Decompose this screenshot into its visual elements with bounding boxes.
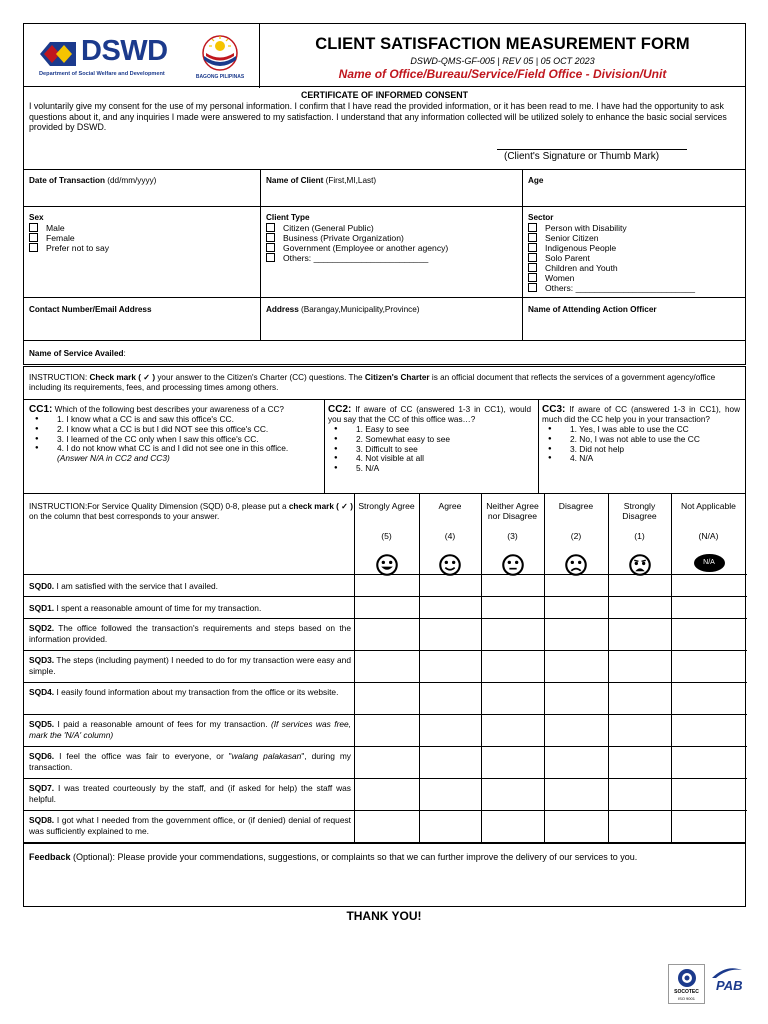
checkbox[interactable] [266,233,275,242]
sqd-answer-cell[interactable] [672,575,746,596]
sqd-answer-cell[interactable] [482,575,544,596]
pab-cert-logo: PAB [708,964,746,1004]
scale-score: (5) [381,531,392,541]
service-availed-label: Name of Service Availed [29,349,124,358]
sqd-answer-cell[interactable] [420,683,481,714]
na-badge-icon: N/A [698,554,725,572]
scale-score: (N/A) [698,531,719,541]
scale-column-header [481,501,544,541]
checkbox[interactable] [266,243,275,252]
sex-option[interactable] [29,243,109,253]
checkbox[interactable] [528,253,537,262]
sqd-answer-cell[interactable] [355,619,419,650]
citizens-charter-section [23,366,746,494]
sector-option[interactable] [528,263,695,273]
bagong-pilipinas-seal-icon [200,34,240,72]
checkbox[interactable] [528,283,537,292]
cc3-option[interactable]: ● 3. Did not help [542,445,740,455]
checkbox[interactable] [528,223,537,232]
sqd-answer-cell[interactable] [609,597,671,618]
checkbox[interactable] [528,263,537,272]
sector-option-label: Children and Youth [545,263,618,273]
sqd-statement: SQD1. I spent a reasonable amount of time for my transaction. [29,603,262,613]
sqd-answer-cell[interactable] [609,651,671,682]
sector-option-label: Senior Citizen [545,233,599,243]
form-header [23,23,746,87]
sqd-answer-cell[interactable] [420,575,481,596]
sqd-answer-cell[interactable] [609,619,671,650]
sector-option[interactable] [528,243,695,253]
sqd-answer-cell[interactable] [545,651,608,682]
checkbox[interactable] [266,253,275,262]
client-type-option-label: Citizen (General Public) [283,223,374,233]
sector-option-label: Person with Disability [545,223,627,233]
sex-label: Sex [29,213,44,222]
scale-score: (1) [634,531,645,541]
scale-score: (2) [570,531,582,541]
sqd-answer-cell[interactable] [355,575,419,596]
sector-option[interactable] [528,223,695,233]
sqd-answer-cell[interactable] [609,747,671,778]
document-code: DSWD-QMS-GF-005 | REV 05 | 05 OCT 2023 [410,56,595,66]
sqd-answer-cell[interactable] [672,811,746,843]
sqd-table [23,493,746,843]
cc2-option[interactable]: ● 2. Somewhat easy to see [328,435,531,445]
sqd-answer-cell[interactable] [482,683,544,714]
sex-option-label: Prefer not to say [46,243,110,253]
sector-group [528,213,695,293]
sqd-answer-cell[interactable] [355,715,419,746]
sqd-answer-cell[interactable] [672,779,746,810]
cc1-option[interactable]: ● 4. I do not know what CC is and I did not see one in this office. (Answer N/A in CC2 and CC3) [29,444,301,464]
cc3-option[interactable]: ● 2. No, I was not able to use the CC [542,435,740,445]
office-line: Name of Office/Bureau/Service/Field Office - Division/Unit [338,67,667,81]
attending-officer-field[interactable]: Name of Attending Action Officer [528,305,657,314]
sqd-statement: SQD6. I feel the office was fair to everyone, or "walang palakasan", during my transaction. [29,751,351,772]
sqd-answer-cell[interactable] [545,779,608,810]
checkbox[interactable] [528,243,537,252]
date-of-transaction-field[interactable]: Date of Transaction (dd/mm/yyyy) [29,176,157,185]
checkbox[interactable] [29,223,38,232]
sqd-answer-cell[interactable] [355,651,419,682]
sqd-statement: SQD2. The office followed the transaction's requirements and steps based on the information provided. [29,623,351,644]
sqd-answer-cell[interactable] [545,715,608,746]
thank-you-text: THANK YOU! [346,909,422,923]
cc1-option[interactable]: ● 3. I learned of the CC only when I saw this office's CC. [29,435,301,445]
sqd-answer-cell[interactable] [355,683,419,714]
feedback-section[interactable]: Feedback (Optional): Please provide your commendations, suggestions, or complaints so that we can further improve the delivery of our services to you. [23,843,746,907]
socotec-cert-logo: SOCOTEC ISO 9001 [668,964,705,1004]
consent-text: I voluntarily give my consent for the use of my personal information. I confirm that I have read the provided information, or it has been read to me. I have had the opportunity to ask questions about it, and any inquiries I made were answered to my satisfaction. I understand that any information collected will be utilized solely to enhance the basic social services provided by DSWD. [29,101,727,132]
seal-caption: BAGONG PILIPINAS [195,74,245,80]
sqd-statement: SQD7. I was treated courteously by the staff, and (if asked for help) the staff was helpful. [29,783,351,804]
sqd-answer-cell[interactable] [420,597,481,618]
sqd-answer-cell[interactable] [609,575,671,596]
sqd-answer-cell[interactable] [609,715,671,746]
sqd-answer-cell[interactable] [355,811,419,843]
client-type-option[interactable] [266,253,448,263]
sector-option-label: Women [545,273,575,283]
cc3-option[interactable]: ● 4. N/A [542,454,740,464]
title-area [260,24,745,88]
sqd-answer-cell[interactable] [545,683,608,714]
signature-label: (Client's Signature or Thumb Mark) [504,151,660,162]
sqd-answer-cell[interactable] [672,651,746,682]
contact-field[interactable]: Contact Number/Email Address [29,305,152,314]
sqd-answer-cell[interactable] [482,597,544,618]
sqd-row [24,714,747,746]
socotec-icon [677,968,697,988]
dswd-logo-text: DSWD [81,35,168,67]
sex-group [29,213,109,253]
sqd-answer-cell[interactable] [482,779,544,810]
scale-label: Agree [438,501,462,511]
sqd-instruction: INSTRUCTION:For Service Quality Dimension (SQD) 0-8, please put a check mark ( ✓ ) on the column that best corresponds to your answer. [29,502,354,521]
sqd-answer-cell[interactable] [672,597,746,618]
sqd-statement: SQD0. I am satisfied with the service that I availed. [29,581,218,591]
sex-option-label: Female [46,233,75,243]
cc1-option[interactable]: ● 2. I know what a CC is but I did NOT see this office's CC. [29,425,301,435]
sector-option-label: Indigenous People [545,243,617,253]
sqd-answer-cell[interactable] [545,747,608,778]
scale-score: (3) [507,531,518,541]
scale-label: Strongly Agree [358,501,415,511]
client-type-option[interactable] [266,233,448,243]
scale-column-header [671,501,746,541]
sqd-answer-cell[interactable] [482,651,544,682]
scale-label: Neither Agree nor Disagree [486,501,539,521]
sqd-answer-cell[interactable] [420,779,481,810]
sqd-answer-cell[interactable] [355,597,419,618]
sqd-answer-cell[interactable] [672,715,746,746]
sector-option-label: Others: _________________________ [545,283,696,293]
checkbox[interactable] [266,223,275,232]
sector-option[interactable] [528,283,695,293]
sqd-answer-cell[interactable] [545,619,608,650]
sqd-answer-cell[interactable] [545,811,608,843]
sqd-row [24,596,747,618]
sqd-answer-cell[interactable] [545,575,608,596]
client-type-label: Client Type [266,213,310,222]
scale-column-header [354,501,419,541]
client-type-option-label: Business (Private Organization) [283,233,404,243]
checkbox[interactable] [528,273,537,282]
sex-option-label: Male [46,223,65,233]
demographics-row [23,206,746,298]
sex-option[interactable] [29,233,109,243]
sqd-answer-cell[interactable] [609,811,671,843]
sqd-answer-cell[interactable] [482,811,544,843]
sqd-answer-cell[interactable] [420,715,481,746]
contact-row [23,297,746,341]
sex-option[interactable] [29,223,109,233]
sqd-answer-cell[interactable] [672,619,746,650]
sqd-answer-cell[interactable] [609,683,671,714]
checkbox[interactable] [29,233,38,242]
sqd-row [24,618,747,650]
cc2-option[interactable]: ● 3. Difficult to see [328,445,531,455]
cc2-option[interactable]: ● 1. Easy to see [328,425,531,435]
dswd-emblem-icon [38,39,78,69]
sector-option[interactable] [528,273,695,283]
sqd-answer-cell[interactable] [420,811,481,843]
checkbox[interactable] [528,233,537,242]
sqd-answer-cell[interactable] [545,597,608,618]
scale-label: Strongly Disagree [622,501,657,521]
sqd-statement: SQD8. I got what I needed from the government office, or (if denied) denial of request was sufficiently explained to me. [29,815,351,836]
cc1-note: (Answer N/A in CC2 and CC3) [57,453,170,464]
cc3-question: CC3: If aware of CC (answered 1-3 in CC1), how much did the CC help you in your transaction? ● 1. Yes, I was able to use the CC ● 2. No, I was not able to use the CC ● 3. Did not help ● 4. N/A [542,405,740,464]
sqd-answer-cell[interactable] [420,747,481,778]
sqd-answer-cell[interactable] [355,747,419,778]
transaction-info-row [23,170,746,207]
consent-section [23,87,746,170]
feedback-label: Feedback [29,852,71,862]
sqd-statement: SQD5. I paid a reasonable amount of fees for my transaction. (If services was free, mark the 'N/A' column) [29,719,351,740]
sector-label: Sector [528,213,554,222]
sector-option[interactable] [528,253,695,263]
sqd-row [24,574,747,596]
checkbox[interactable] [29,243,38,252]
sqd-answer-cell[interactable] [420,619,481,650]
sqd-row [24,682,747,714]
service-availed-row[interactable]: Name of Service Availed: [23,340,746,365]
client-type-option-label: Others: ________________________ [283,253,429,263]
dswd-logo-subtitle: Department of Social Welfare and Development [39,71,165,77]
sector-option[interactable] [528,233,695,243]
cc-instruction: INSTRUCTION: Check mark ( ✓ ) your answer to the Citizen's Charter (CC) questions. The Citizen's Charter is an official document that reflects the services of a government agency/office including its requirements, fees, and processing times among others. [29,373,716,392]
sqd-statement: SQD3. The steps (including payment) I needed to do for my transaction were easy and simple. [29,655,351,676]
sqd-answer-cell[interactable] [482,619,544,650]
cc2-option[interactable]: ● 4. Not visible at all [328,454,531,464]
scale-column-header [544,501,608,541]
sqd-row [24,810,747,843]
scale-column-header [608,501,671,541]
scale-score: (4) [444,531,456,541]
scale-label: Disagree [558,501,594,511]
cc2-option[interactable]: ● 5. N/A [328,464,531,474]
sector-option-label: Solo Parent [545,253,590,263]
client-type-option[interactable] [266,223,448,233]
client-type-group [266,213,448,263]
scale-column-header [419,501,481,541]
scale-label: Not Applicable [681,501,736,511]
sqd-row [24,650,747,682]
sqd-answer-cell[interactable] [355,779,419,810]
sqd-answer-cell[interactable] [609,779,671,810]
sqd-row [24,778,747,810]
cc1-question: CC1: Which of the following best describes your awareness of a CC? ● 1. I know what a CC is and saw this office's CC. ● 2. I know what a CC is but I did NOT see this office's CC. ● 3. I learned of the CC only when I saw this office's CC. ● 4. I do not know what CC is and I did not see one in this office. (Answer N/A in CC2 and CC3) [29,405,301,464]
form-title: CLIENT SATISFACTION MEASUREMENT FORM [315,35,690,53]
cc2-question: CC2: If aware of CC (answered 1-3 in CC1), would you say that the CC of this office was…? ● 1. Easy to see ● 2. Somewhat easy to see ● 3. Difficult to see ● 4. Not visible at all ● 5. N/A [328,405,531,474]
sqd-row [24,746,747,778]
age-field[interactable]: Age [528,176,544,185]
cc3-option[interactable]: ● 1. Yes, I was able to use the CC [542,425,740,435]
sqd-answer-cell[interactable] [672,683,746,714]
sqd-answer-cell[interactable] [672,747,746,778]
client-type-option-label: Government (Employee or another agency) [283,243,449,253]
address-field[interactable]: Address (Barangay,Municipality,Province) [266,305,420,314]
client-type-option[interactable] [266,243,448,253]
consent-heading: CERTIFICATE OF INFORMED CONSENT [301,90,468,100]
sqd-statement: SQD4. I easily found information about my transaction from the office or its website. [29,687,339,697]
sqd-answer-cell[interactable] [420,651,481,682]
cc1-option[interactable]: ● 1. I know what a CC is and saw this office's CC. [29,415,301,425]
sqd-answer-cell[interactable] [482,715,544,746]
logo-area [24,24,260,88]
sqd-answer-cell[interactable] [482,747,544,778]
client-name-field[interactable]: Name of Client (First,MI,Last) [266,176,377,185]
